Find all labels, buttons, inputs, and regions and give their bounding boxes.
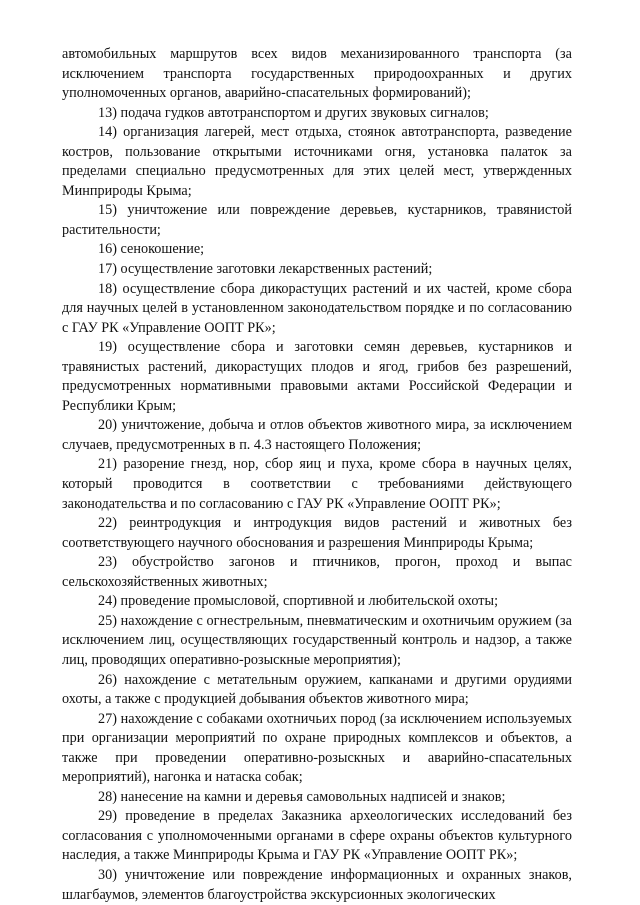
list-item-13: 13) подача гудков автотранспортом и других звуковых сигналов; <box>98 104 489 121</box>
list-item-24: 24) проведение промысловой, спортивной и любительской охоты; <box>98 593 499 610</box>
list-item-28: 28) нанесение на камни и деревья самовольных надписей и знаков; <box>98 788 506 805</box>
paragraph-continuation: автомобильных маршрутов всех видов механизированного транспорта (за исключением транспорта государственных природоохранных и других уполномоченных органов, аварийно-спасательных формирований); <box>62 46 572 102</box>
list-item-14: 14) организация лагерей, мест отдыха, стоянок автотранспорта, разведение костров, пользование открытыми источниками огня, установка палаток за пределами специально предусмотренных для этих целей мест, утвержденных Минприроды Крыма; <box>62 124 572 199</box>
list-item-22: 22) реинтродукция и интродукция видов растений и животных без соответствующего научного обоснования и разрешения Минприроды Крыма; <box>62 515 572 551</box>
document-body <box>62 45 572 905</box>
list-item-16: 16) сенокошение; <box>98 241 205 258</box>
list-item-29: 29) проведение в пределах Заказника археологических исследований без согласования с уполномоченными органами в сфере охраны объектов культурного наследия, а также Минприроды Крыма и ГАУ РК «Управление ООПТ РК»; <box>62 808 572 864</box>
list-item-21: 21) разорение гнезд, нор, сбор яиц и пуха, кроме сбора в научных целях, который проводится в соответствии с требованиями действующего законодательства и по согласованию с ГАУ РК «Управление ООПТ РК»; <box>62 456 572 512</box>
list-item-26: 26) нахождение с метательным оружием, капканами и другими орудиями охоты, а также с продукцией добывания объектов животного мира; <box>62 671 572 708</box>
list-item-17: 17) осуществление заготовки лекарственных растений; <box>98 261 433 278</box>
list-item-27: 27) нахождение с собаками охотничьих пород (за исключением используемых при организации мероприятий по охране природных комплексов и объектов, а также при проведении оперативно-розыскных и аварийно-спасательных мероприятий), нагонка и натаска собак; <box>62 710 572 786</box>
list-item-19: 19) осуществление сбора и заготовки семян деревьев, кустарников и травянистых растений, дикорастущих плодов и ягод, грибов без разрешений, предусмотренных нормативными правовыми актами Российской Федерации и Республики Крым; <box>62 339 572 414</box>
list-item-23: 23) обустройство загонов и птичников, прогон, проход и выпас сельскохозяйственных животных; <box>62 554 572 590</box>
list-item-25: 25) нахождение с огнестрельным, пневматическим и охотничьим оружием (за исключением лиц, осуществляющих государственный контроль и надзор, а также лиц, проводящих оперативно-розыскные мероприятия); <box>62 612 572 668</box>
list-item-30: 30) уничтожение или повреждение информационных и охранных знаков, шлагбаумов, элементов благоустройства экскурсионных экологических <box>62 866 572 903</box>
list-item-18: 18) осуществление сбора дикорастущих растений и их частей, кроме сбора для научных целей в установленном законодательством порядке и по согласованию с ГАУ РК «Управление ООПТ РК»; <box>62 280 572 336</box>
list-item-20: 20) уничтожение, добыча и отлов объектов животного мира, за исключением случаев, предусмотренных в п. 4.3 настоящего Положения; <box>62 417 572 453</box>
list-item-15: 15) уничтожение или повреждение деревьев, кустарников, травянистой растительности; <box>62 202 572 238</box>
